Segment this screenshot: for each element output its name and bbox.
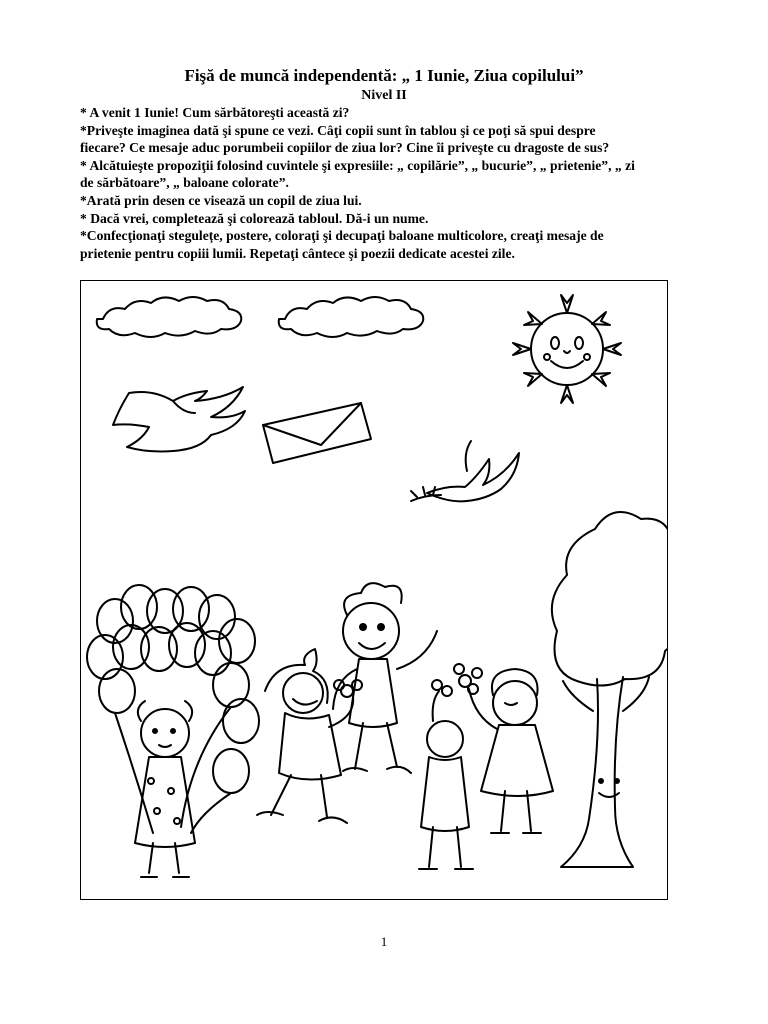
boy-jumping <box>333 583 437 773</box>
cloud-right <box>279 297 424 337</box>
coloring-picture-frame <box>80 280 668 900</box>
dove-outline <box>113 387 245 452</box>
instructions-block <box>80 104 700 262</box>
instruction-line: *Confecţionaţi stegulețe, postere, coloraţi şi decupaţi baloane multicolore, creaţi mesaje de <box>80 228 604 244</box>
instruction-line: fiecare? Ce mesaje aduc porumbeii copiilor de ziua lor? Cine îi priveşte cu dragoste de sus? <box>80 140 610 156</box>
balloons-bunch <box>87 585 259 833</box>
level-label: Nivel II <box>361 88 407 103</box>
smiling-sun <box>513 295 621 403</box>
instruction-line: *Priveşte imaginea dată şi spune ce vezi. Câţi copii sunt în tablou şi ce poţi să spui despre <box>80 122 596 138</box>
cloud-left <box>97 297 242 337</box>
instruction-line: * Dacă vrei, completează şi colorează tabloul. Dă-i un nume. <box>80 210 429 226</box>
instruction-line: * A venit 1 Iunie! Cum sărbătoreşti această zi? <box>80 105 350 120</box>
dove-with-olive-branch <box>411 441 519 501</box>
instruction-line: *Arată prin desen ce visează un copil de ziua lui. <box>80 192 362 208</box>
child-back-view <box>419 680 473 869</box>
instruction-line: * Alcătuieşte propoziţii folosind cuvintele şi expresiile: „ copilărie”, „ bucurie”, „ prietenie”, „ zi <box>80 157 635 173</box>
girl-with-flowers <box>454 664 553 833</box>
instruction-line: prietenie pentru copiii lumii. Repetaţi cântece şi poezii dedicate acestei zile. <box>80 245 515 261</box>
instruction-line: de sărbătoare”, „ baloane colorate”. <box>80 175 289 191</box>
smiling-tree <box>552 512 668 867</box>
worksheet-title: Fişă de muncă independentă: „ 1 Iunie, Ziua copilului” <box>184 66 584 85</box>
girl-with-balloons <box>135 701 195 877</box>
envelope-icon <box>263 403 371 463</box>
page-number: 1 <box>380 934 388 949</box>
